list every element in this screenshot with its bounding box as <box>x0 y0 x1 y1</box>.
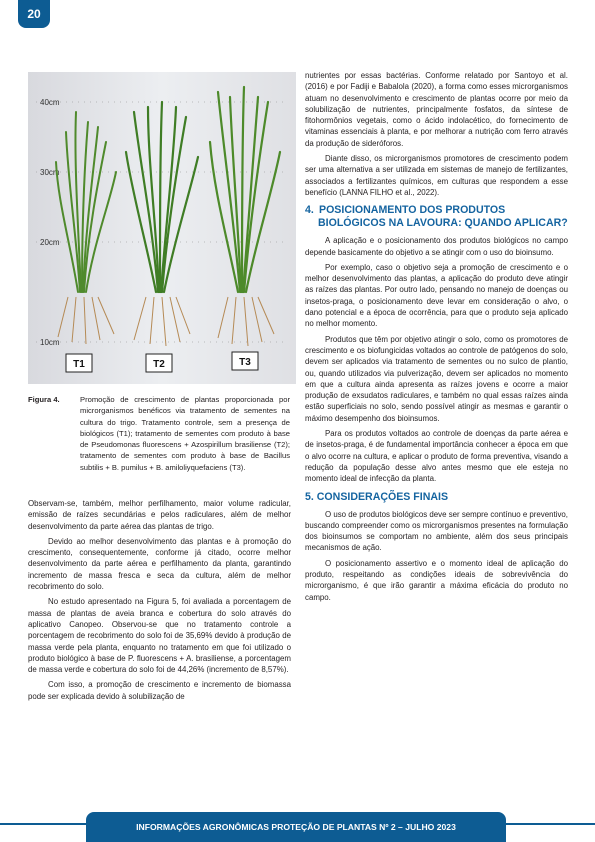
paragraph: Com isso, a promoção de crescimento e incremento de biomassa pode ser explicada devido à solubilização de <box>28 680 291 701</box>
section-heading-5: 5. CONSIDERAÇÕES FINAIS <box>305 490 449 503</box>
paragraph: O uso de produtos biológicos deve ser sempre contínuo e preventivo, buscando compreender como os microrganismos presentes na formulação dos bioinsumos se comportam no ambiente, além dos seus principais mecanismos de ação. <box>305 509 568 553</box>
left-column <box>28 498 291 706</box>
wheat-plants-illustration <box>28 72 296 384</box>
paragraph: Para os produtos voltados ao controle de doenças da parte aérea e de insetos-praga, é de fundamental importância conhecer a época em que o alvo ocorre na cultura, e aplicar o produto de forma preventiva, visando a redução da população desse alvo antes mesmo que ele esteja no momento ideal de infecção da planta. <box>305 429 568 484</box>
plant-label-t3: T3 <box>239 357 251 368</box>
right-column <box>305 70 568 607</box>
paragraph: O posicionamento assertivo e o momento ideal de aplicação do produto, respeitando as condições ideais de sobrevivência do microrganismo, é que irão garantir a máxima eficácia do produto no campo. <box>305 558 568 602</box>
ruler-label-40: 40cm <box>40 98 60 107</box>
section-heading-4-line2: BIOLÓGICOS NA LAVOURA: QUANDO APLICAR? <box>318 217 568 230</box>
footer-text: INFORMAÇÕES AGRONÔMICAS PROTEÇÃO DE PLANTAS Nº 2 – JULHO 2023 <box>136 822 456 832</box>
figure-wheat-photo <box>28 72 296 384</box>
plant-label-t2: T2 <box>153 359 165 370</box>
paragraph: nutrientes por essas bactérias. Conforme relatado por Santoyo et al. (2016) e por Fadiji e Babalola (2020), a forma como esses microrganismos atuam no desenvolvimento e crescimento de plantas ocorre por meio da solubilização de nutrientes, principalmente fosfatos, da síntese de fitohormônios vegetais, como o ácido indolacético, do fornecimento de vitaminas essenciais à planta, e por melhorar a nutrição com ferro através da produção de sideróforos. <box>305 71 568 148</box>
section-heading-4-line1: POSICIONAMENTO DOS PRODUTOS <box>319 204 506 217</box>
figure-caption <box>28 394 290 473</box>
paragraph: Observam-se, também, melhor perfilhamento, maior volume radicular, emissão de raízes secundárias e pelos radiculares, além de melhor desenvolvimento da parte aérea das plantas de trigo. <box>28 499 291 531</box>
footer-banner <box>86 812 506 842</box>
ruler-label-30: 30cm <box>40 168 60 177</box>
plant-label-t1: T1 <box>73 359 85 370</box>
figure-caption-label: Figura 4. <box>28 395 60 404</box>
section-heading-4-number: 4. <box>305 204 314 217</box>
paragraph: A aplicação e o posicionamento dos produtos biológicos no campo depende basicamente do objetivo a se atingir com o uso do bioinsumo. <box>305 236 568 257</box>
ruler-label-10: 10cm <box>40 338 60 347</box>
paragraph: Produtos que têm por objetivo atingir o solo, como os promotores de crescimento e os biofungicidas voltados ao controle de patógenos do solo, devem ser aplicados via tratamento de sementes ou no sulco de plantio, ou, quando utilizados via pulverização, devem ser aplicados no momento em que a cultura ainda apresenta as raízes jovens e ocorre a maior produção de exsudatos radiculares, e também no qual essas raízes ainda estão superficiais no solo, sendo possível atingir as mesmas e garantir o máximo desempenho dos bioinsumos. <box>305 334 568 423</box>
paragraph: Devido ao melhor desenvolvimento das plantas e à promoção do crescimento, consequentemente, conforme já citado, ocorre melhor desenvolvimento da parte aérea e perfilhamento da planta, garantindo incremento de massa fresca e seca da cultura, além de melhor recobrimento do solo. <box>28 536 291 592</box>
paragraph: Por exemplo, caso o objetivo seja a promoção de crescimento e o melhor desenvolvimento das plantas, a aplicação do produto deve atingir as raízes das plantas. Por outro lado, pensando no manejo de doenças ou insetos-praga, o posicionamento deve levar em consideração o alvo, o dano potencial e a época de ocorrência, para que o produto seja aplicado no melhor momento. <box>305 262 568 329</box>
paragraph: Diante disso, os microrganismos promotores de crescimento podem ser uma alternativa a ser utilizada em sistemas de manejo de fertilizantes, associados a fertilizantes químicos, em culturas que respondem a esse benefício (LANNA FILHO et al., 2022). <box>305 154 568 197</box>
ruler-label-20: 20cm <box>40 238 60 247</box>
figure-caption-text: Promoção de crescimento de plantas proporcionada por microrganismos benéficos via tratamento de sementes na cultura do trigo. Tratamento controle, sem a presença de biológicos (T1); tratamento de sementes com produto à base de Pseudomonas fluorescens + Azospirillum brasiliense (T2); tratamento de sementes com produto à base de Bacillus subtilis + B. pumilus + B. amiloliyquefaciens (T3). <box>80 395 290 472</box>
page-number: 20 <box>18 0 50 28</box>
section-heading-4 <box>305 204 568 230</box>
paragraph: No estudo apresentado na Figura 5, foi avaliada a porcentagem de massa de plantas de aveia branca e cobertura do solo através do aplicativo Canopeo. Observou-se que no tratamento controle a porcentagem de recobrimento do solo foi de 35,69% devido à produção de massa verde pela planta, enquanto no tratamento em que foi utilizado o produto biológico à base de P. fluorescens + A. brasiliense, a porcentagem de massa verde e cobertura do solo foi de 44,26% (incremento de 8,57%). <box>28 597 291 675</box>
